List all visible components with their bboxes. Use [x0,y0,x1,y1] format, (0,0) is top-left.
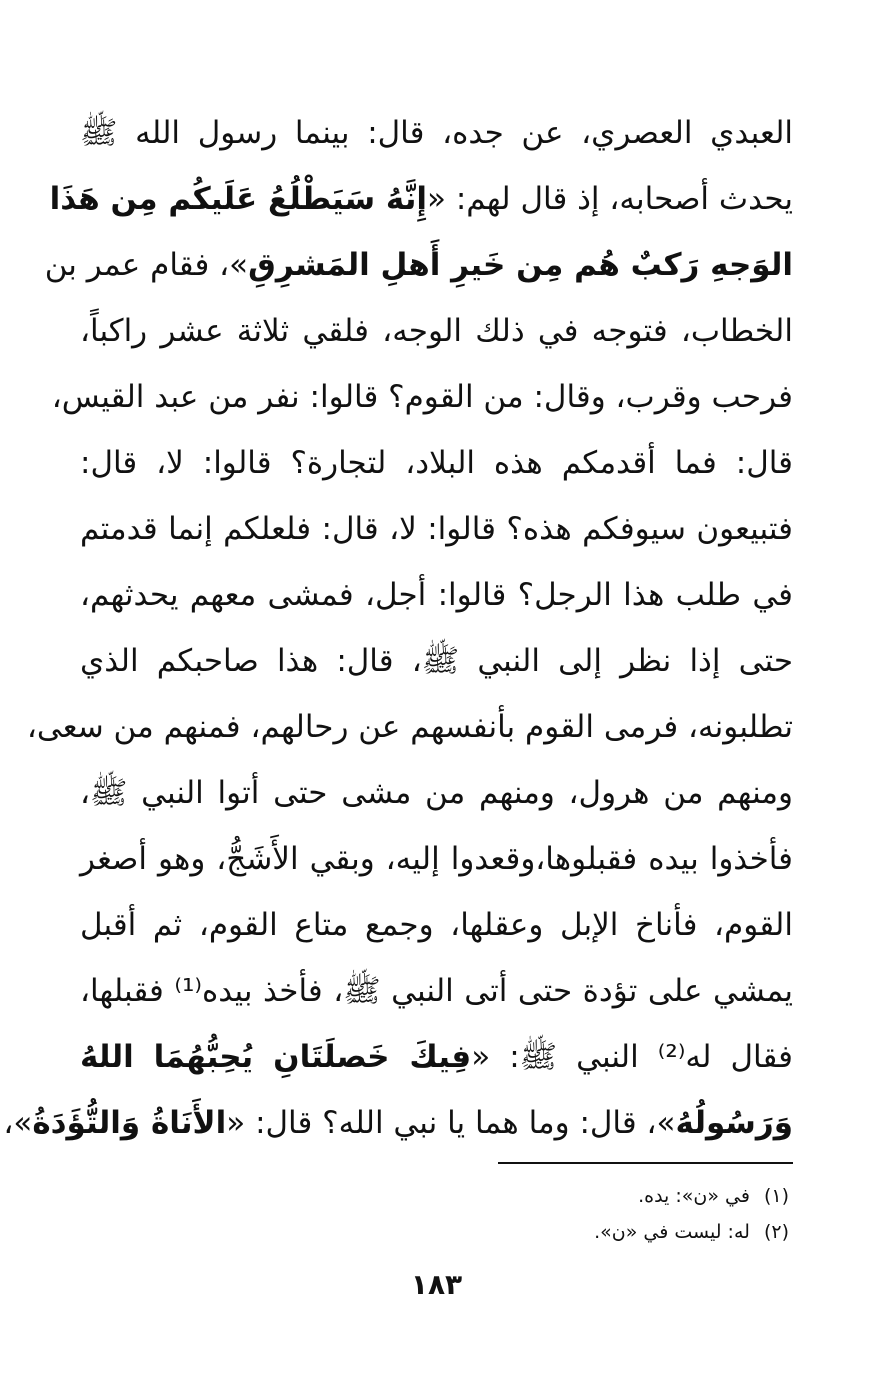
text-segment: الخطاب، فتوجه في ذلك الوجه، فلقي ثلاثة عشر راكباً، [80,313,793,349]
text-line [49,166,793,232]
text-line [80,1024,793,1090]
text-segment: حتى إذا نظر إلى النبي ﷺ، قال: هذا صاحبكم الذي [80,643,793,679]
text-segment: »، [3,1105,33,1141]
text-line [80,298,793,364]
text-segment: القوم، فأناخ الإبل وعقلها، وجمع متاع القوم، ثم أقبل [80,907,793,943]
text-segment: فتبيعون سيوفكم هذه؟ قالوا: لا، قال: فلعلكم إنما قدمتم [80,511,793,547]
text-segment: فأخذوا بيده فقبلوها،وقعدوا إليه، وبقي الأَشَجُّ، وهو أصغر [80,841,793,877]
text-segment: العبدي العصري، عن جده، قال: بينما رسول الله ﷺ [80,115,793,151]
text-line [3,1090,793,1156]
body-text [3,100,793,1156]
footnote-number: (١) [763,1185,789,1207]
hadith-text: فِيكَ خَصلَتَانِ يُحِبُّهُمَا اللهُ [80,1039,472,1075]
text-line [80,826,793,892]
hadith-text: وَرَسُولُهُ [675,1105,793,1141]
text-line [51,364,793,430]
footnotes [389,1178,789,1250]
text-segment: قال: فما أقدمكم هذه البلاد، لتجارة؟ قالوا: لا، قال: [80,445,793,481]
footnote-number: (٢) [763,1221,789,1243]
footnote [389,1178,789,1214]
text-line [80,958,793,1024]
text-segment: »، فقام عمر بن [44,247,249,283]
text-line [80,892,793,958]
text-segment: فرحب وقرب، وقال: من القوم؟ قالوا: نفر من عبد القيس، [51,379,793,415]
footnote [389,1214,789,1250]
footnote-divider [498,1162,793,1164]
hadith-text: الوَجهِ رَكبٌ هُم مِن خَيرِ أَهلِ المَشرِقِ [248,247,793,283]
text-segment: »، قال: وما هما يا نبي الله؟ قال: « [226,1105,676,1141]
text-line [26,694,793,760]
text-segment: يحدث أصحابه، إذ قال لهم: « [427,181,793,217]
text-line [80,430,793,496]
text-line [80,100,793,166]
text-segment: تطلبونه، فرمى القوم بأنفسهم عن رحالهم، فمنهم من سعى، [26,709,793,745]
text-segment: ومنهم من هرول، ومنهم من مشى حتى أتوا النبي ﷺ، [80,775,793,811]
text-segment: يمشي على تؤدة حتى أتى النبي ﷺ، فأخذ بيده⁽¹⁾ فقبلها، [80,973,793,1009]
text-line [44,232,793,298]
text-segment: فقال له⁽²⁾ النبي ﷺ: « [471,1039,793,1075]
text-line [80,628,793,694]
text-segment: في طلب هذا الرجل؟ قالوا: أجل، فمشى معهم يحدثهم، [80,577,793,613]
hadith-text: إِنَّهُ سَيَطْلُعُ عَلَيكُم مِن هَذَا [49,181,427,217]
page-number: ١٨٣ [410,1268,463,1301]
footnote-text: له: ليست في «ن». [594,1221,750,1243]
text-line [80,496,793,562]
text-line [80,760,793,826]
footnote-text: في «ن»: يده. [638,1185,750,1207]
hadith-text: الأَنَاةُ وَالتُّؤَدَةُ [32,1105,227,1141]
text-line [80,562,793,628]
